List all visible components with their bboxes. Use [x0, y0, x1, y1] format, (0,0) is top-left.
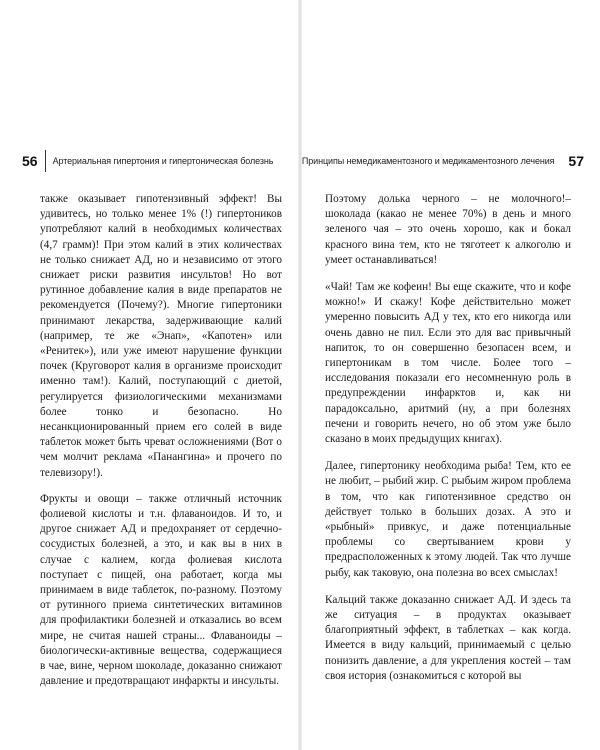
right-running-title: Принципы немедикаментозного и медикаментозного лечения [301, 156, 555, 166]
right-page-header [301, 150, 584, 172]
book-spine [298, 0, 302, 750]
left-page-number: 56 [22, 153, 38, 169]
right-page-body [325, 192, 571, 696]
paragraph: Кальций также доказанно снижает АД. И здесь та же ситуация – в продуктах оказывает благоприятный эффект, в таблетках – как когда. Имеется в виду кальций, принимаемый с целью понизить давление, а для укрепления костей – там своя история (ознакомиться с которой вы [325, 593, 571, 682]
left-page-header [22, 150, 292, 172]
paragraph: Далее, гипертонику необходима рыба! Тем, кто ее не любит, – рыбий жир. С рыбьим жиром проблема в том, что как гипотензивное средство он действует только в больших дозах. А это и «рыбный» привкус, и даже потенциальные проблемы со свертыванием крови у предрасположенных к этому людей. Так что лучше рыбу, как таковую, она полезна во всех смыслах! [325, 460, 571, 579]
paragraph: Поэтому долька черного – не молочного!– шоколада (какао не менее 70%) в день и много зеленого чая – это очень хорошо, как и бокал красного вина тем, кто не тяготеет к алкоголю и умеет останавливаться! [325, 193, 571, 266]
left-running-title: Артериальная гипертония и гипертоническая болезнь [52, 156, 274, 166]
right-page-number: 57 [568, 153, 584, 169]
paragraph: Фрукты и овощи – также отличный источник фолиевой кислоты и т.н. флаваноидов. И то, и другое снижает АД и предохраняет от сердечно-сосудистых болезней, а это, и как вы в них в случае с калием, когда фолиевая кислота поступает с пищей, она работает, когда мы принимаем в виде таблеток, по-разному. Поэтому от рутинного приема синтетических витаминов для профилактики болезней и отказались во всем мире, не считая нашей страны... Флаваноиды – биологически-активные вещества, содержащиеся в чае, вине, черном шоколаде, доказанно снижают давление и предотвращают инфаркты и инсульты. [40, 492, 282, 688]
paragraph: «Чай! Там же кофеин! Вы еще скажите, что и кофе можно!» И скажу! Кофе действительно может умеренно повысить АД у тех, кто его никогда или очень давно не пил. Если это для вас привычный напиток, то он совершенно безопасен всем, и гипертоникам в том числе. Более того – исследования показали его несомненную роль в предупреждении инфарктов и, как ни парадоксально, аритмий (ну, а при болезнях печени и говорить нечего, но об этом уже было сказано в моих предыдущих книгах). [325, 281, 571, 446]
left-page-body [40, 192, 282, 702]
header-divider [45, 150, 46, 172]
paragraph: также оказывает гипотензивный эффект! Вы удивитесь, но только менее 1% (!) гипертоников употребляют калий в необходимых количествах (4,7 грамм)! При этом калий в этих количествах не только снижает АД, но и независимо от этого снижает риски развития инсультов! Но вот рутинное добавление калия в виде препаратов не рекомендуется (Почему?). Многие гипертоники принимают лекарства, задерживающие калий (например, те же «Энап», «Капотен» или «Ренитек»), или уже имеют нарушение функции почек (Круговорот калия в организме происходит именно там!). Калий, поступающий с диетой, регулируется физиологическими механизмами более тонко и безопасно. Но несанкционированный прием его солей в виде таблеток может быть чреват осложнениями (Вот о чем молчит реклама «Панангина» и прочего по телевизору!). [40, 193, 282, 479]
